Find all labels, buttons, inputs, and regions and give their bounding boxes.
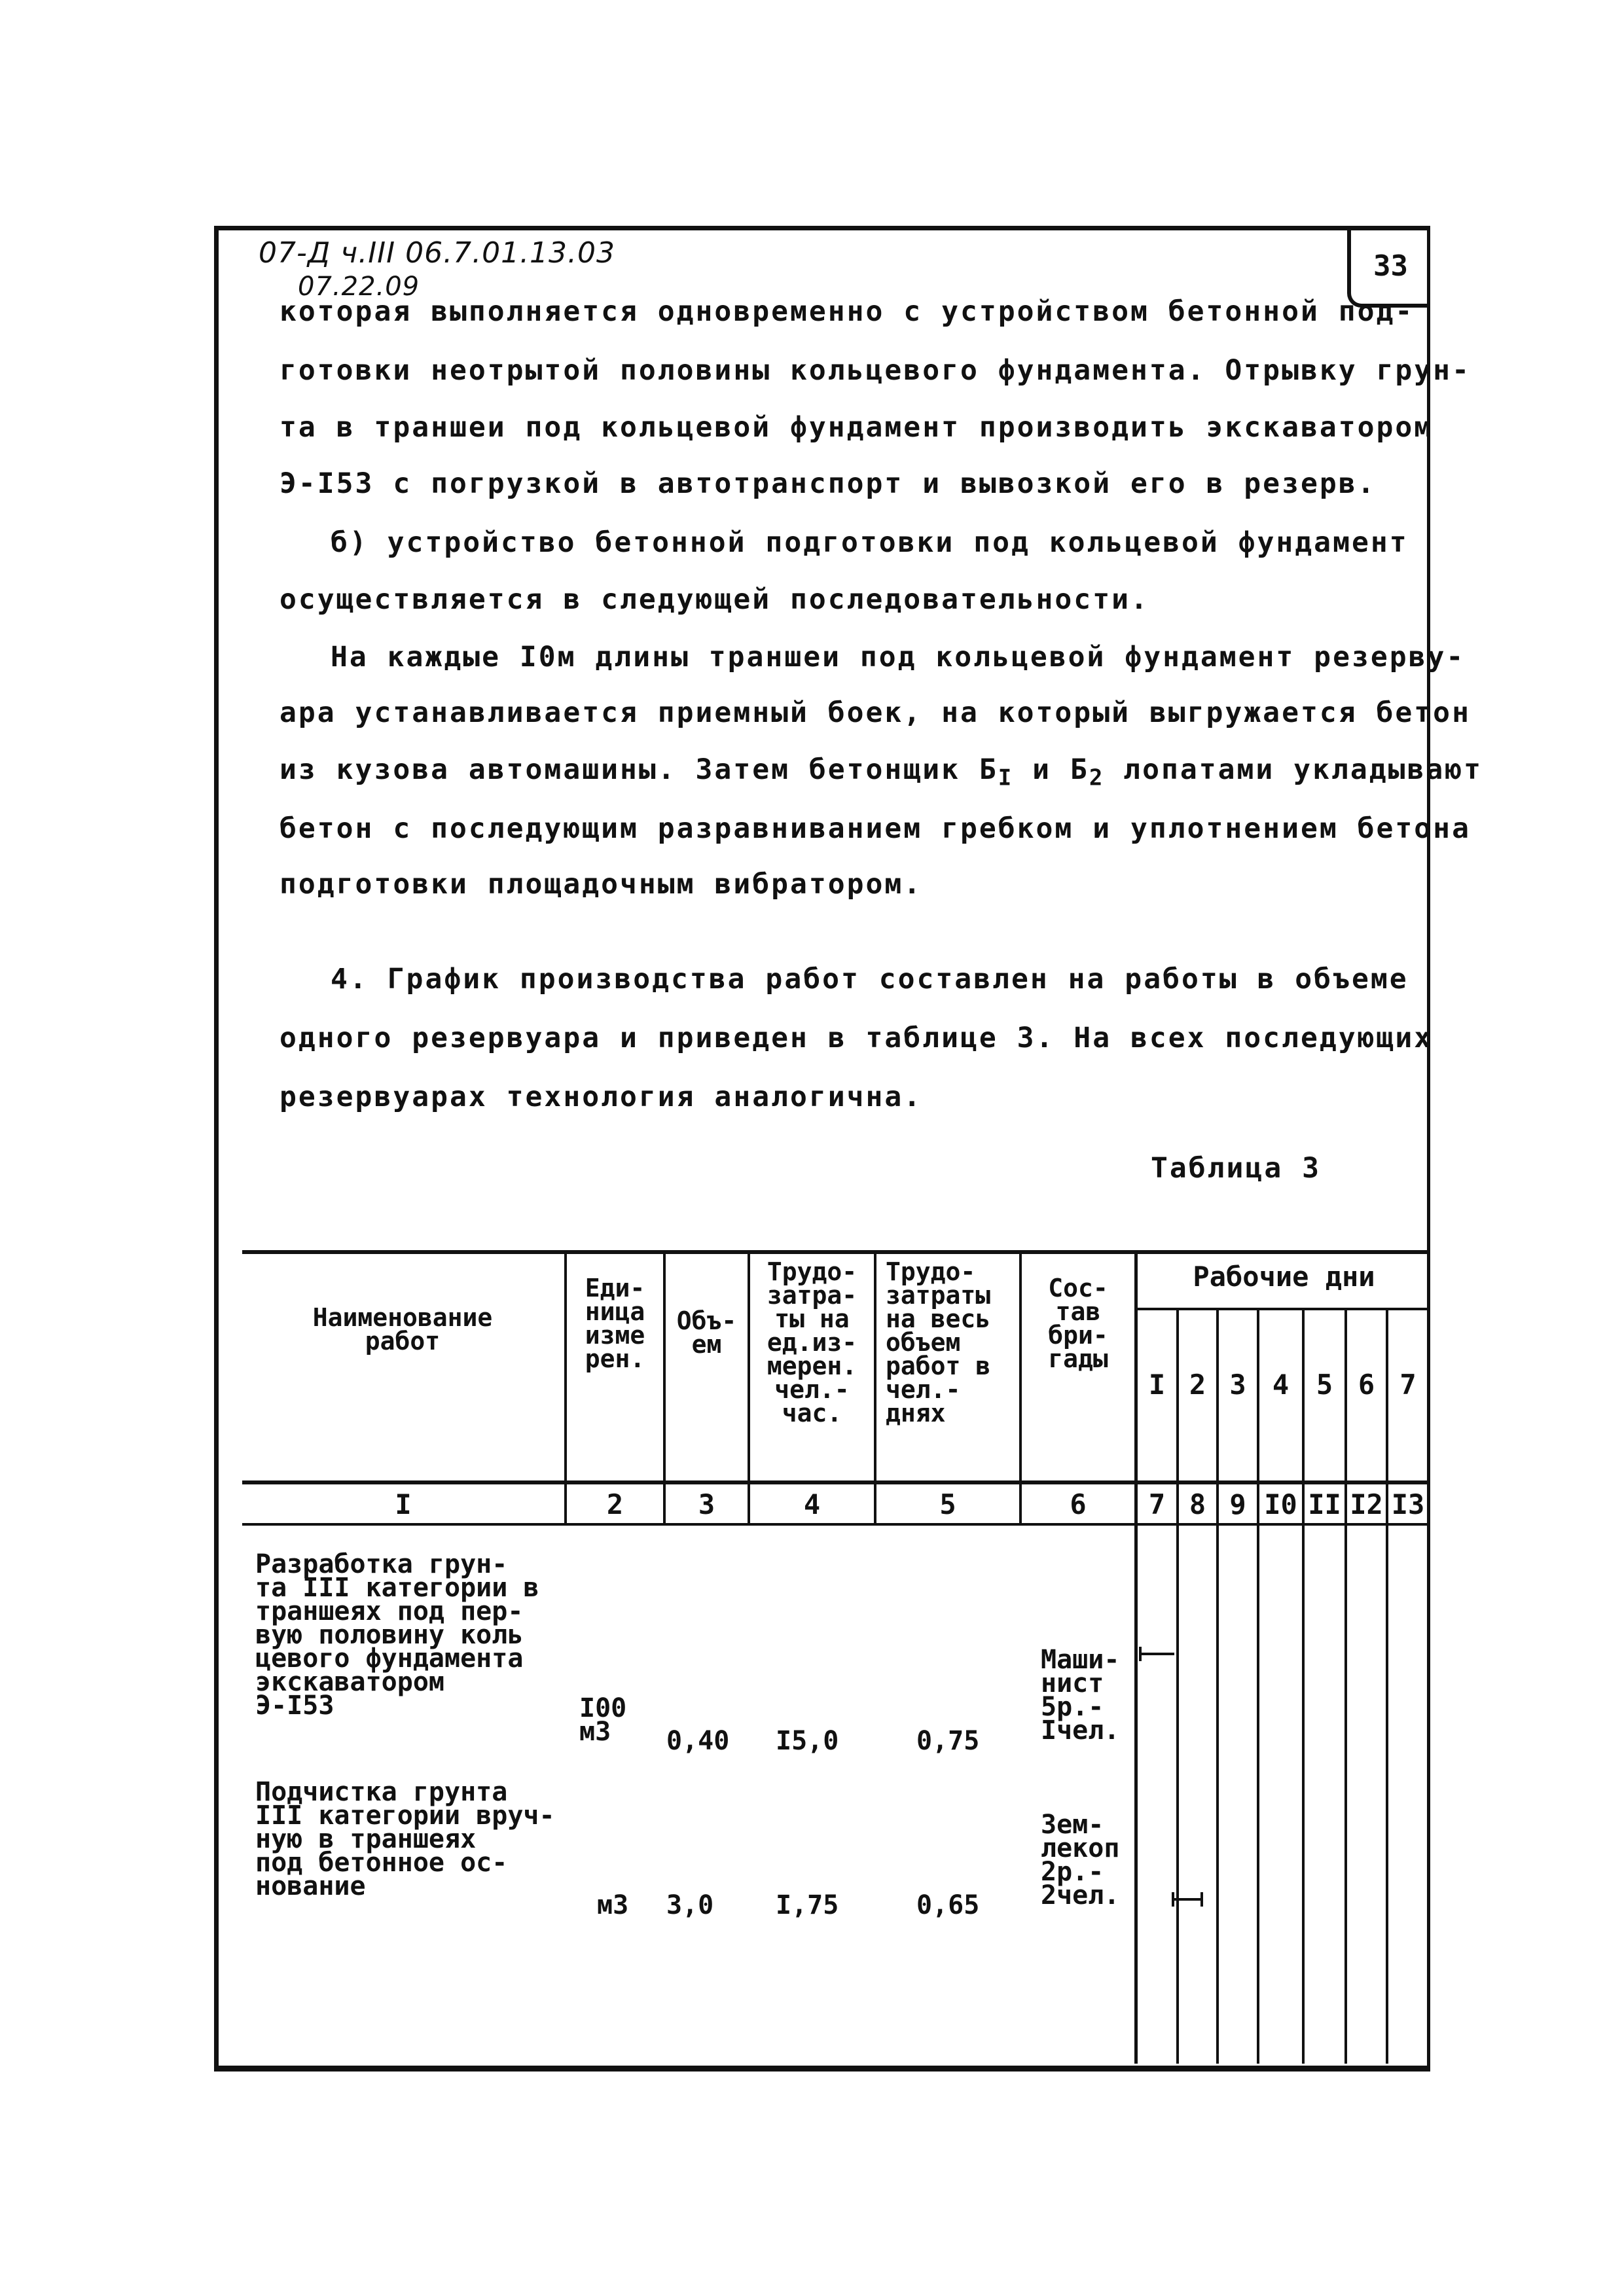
row2-volume: 3,0 bbox=[666, 1890, 714, 1920]
body-line-text: и Б bbox=[1013, 753, 1089, 786]
column-number: 3 bbox=[698, 1488, 715, 1520]
day-number: 2 bbox=[1189, 1369, 1206, 1401]
day-number: I bbox=[1148, 1369, 1166, 1401]
body-line-text: лопатами укладывают bbox=[1104, 753, 1483, 786]
header-bottom-border bbox=[242, 1480, 1430, 1484]
day-number: 6 bbox=[1358, 1369, 1375, 1401]
day-divider bbox=[1257, 1309, 1259, 2064]
column-number: I bbox=[395, 1488, 412, 1520]
subscript: 2 bbox=[1089, 764, 1105, 791]
body-line: осуществляется в следующей последовательности. bbox=[280, 583, 1149, 616]
row1-volume: 0,40 bbox=[666, 1726, 730, 1756]
body-line: б) устройство бетонной подготовки под кольцевой фундамент bbox=[331, 526, 1409, 559]
day-divider bbox=[1344, 1309, 1347, 2064]
body-line: На каждые I0м длины траншеи под кольцевой фундамент резерву- bbox=[331, 641, 1466, 673]
column-number: 5 bbox=[939, 1488, 956, 1520]
row2-crew: Зем- лекоп 2р.- 2чел. bbox=[1041, 1810, 1120, 1910]
header-name: Наименование работ bbox=[312, 1303, 493, 1355]
header-unit: Еди- ница изме рен. bbox=[585, 1274, 645, 1373]
column-number: I3 bbox=[1391, 1488, 1425, 1520]
column-number: 7 bbox=[1148, 1488, 1166, 1520]
column-number: I0 bbox=[1264, 1488, 1297, 1520]
header-labor-total: Трудо- затраты на весь объем работ в чел.- днях bbox=[886, 1257, 991, 1427]
body-line: резервуарах технология аналогична. bbox=[280, 1081, 923, 1113]
doc-code-line2: 07.22.09 bbox=[298, 272, 420, 302]
day-divider bbox=[1176, 1309, 1179, 2064]
day-divider bbox=[1216, 1309, 1219, 2064]
column-number: 6 bbox=[1070, 1488, 1087, 1520]
header-volume: Объ- ем bbox=[676, 1306, 737, 1359]
body-line: 4. График производства работ составлен на работы в объеме bbox=[331, 963, 1409, 996]
column-number: 2 bbox=[606, 1488, 624, 1520]
day-number: 4 bbox=[1272, 1369, 1290, 1401]
body-line-text: из кузова автомашины. Затем бетонщик Б bbox=[280, 753, 998, 786]
day-number: 5 bbox=[1316, 1369, 1333, 1401]
row1-crew: Маши- нист 5р.- Iчел. bbox=[1041, 1645, 1120, 1746]
column-number-row-border bbox=[242, 1523, 1430, 1526]
body-line: которая выполняется одновременно с устройством бетонной под- bbox=[280, 295, 1415, 328]
subscript: I bbox=[998, 764, 1014, 791]
day-number: 3 bbox=[1229, 1369, 1246, 1401]
body-line-with-subscripts bbox=[280, 753, 1483, 791]
header-labor-unit: Трудо- затра- ты на ед.из- мерен. чел.- час. bbox=[767, 1257, 857, 1427]
day-divider bbox=[1302, 1309, 1305, 2064]
row2-unit: м3 bbox=[597, 1890, 629, 1920]
page-number: 33 bbox=[1347, 228, 1430, 308]
body-line: одного резервуара и приведен в таблице 3. На всех последующих bbox=[280, 1022, 1434, 1054]
table-top-border bbox=[242, 1250, 1430, 1254]
col-divider bbox=[663, 1252, 666, 1526]
row2-schedule-end bbox=[1200, 1892, 1203, 1907]
row2-schedule-start bbox=[1172, 1892, 1174, 1907]
day-divider bbox=[1386, 1309, 1388, 2064]
day-number: 7 bbox=[1399, 1369, 1416, 1401]
body-line: бетон с последующим разравниванием гребком и уплотнением бетона bbox=[280, 812, 1471, 845]
row1-schedule-start bbox=[1139, 1647, 1142, 1661]
column-number: 4 bbox=[803, 1488, 821, 1520]
body-line: готовки неотрытой половины кольцевого фундамента. Отрывку грун- bbox=[280, 354, 1471, 387]
row2-name: Подчистка грунта III категории вруч- ную в траншеях под бетонное ос- нование bbox=[255, 1777, 555, 1901]
row1-labor-unit: I5,0 bbox=[776, 1726, 839, 1756]
row1-unit: I00 м3 bbox=[579, 1693, 627, 1747]
body-line: ара устанавливается приемный боек, на который выгружается бетон bbox=[280, 696, 1471, 729]
header-crew: Сос- тав бри- гады bbox=[1048, 1274, 1108, 1373]
row1-name: Разработка грун- та III категории в траншеях под пер- вую половину коль цевого фундамента экскаватором Э-I53 bbox=[255, 1549, 539, 1721]
column-number: 9 bbox=[1229, 1488, 1246, 1520]
column-number: II bbox=[1308, 1488, 1341, 1520]
row2-labor-unit: I,75 bbox=[776, 1890, 839, 1920]
row2-labor-total: 0,65 bbox=[916, 1890, 980, 1920]
body-line: Э-I53 с погрузкой в автотранспорт и вывозкой его в резерв. bbox=[280, 467, 1377, 500]
row2-schedule-bar bbox=[1172, 1898, 1202, 1901]
body-line: та в траншеи под кольцевой фундамент производить экскаватором bbox=[280, 411, 1434, 444]
doc-code-line1: 07-Д ч.III 06.7.01.13.03 bbox=[259, 236, 616, 270]
table-caption: Таблица 3 bbox=[1151, 1152, 1321, 1185]
row1-labor-total: 0,75 bbox=[916, 1726, 980, 1756]
body-line: подготовки площадочным вибратором. bbox=[280, 868, 923, 901]
header-days: Рабочие дни bbox=[1193, 1261, 1375, 1293]
column-number: I2 bbox=[1350, 1488, 1383, 1520]
column-number: 8 bbox=[1189, 1488, 1206, 1520]
row1-schedule-bar bbox=[1139, 1653, 1174, 1655]
